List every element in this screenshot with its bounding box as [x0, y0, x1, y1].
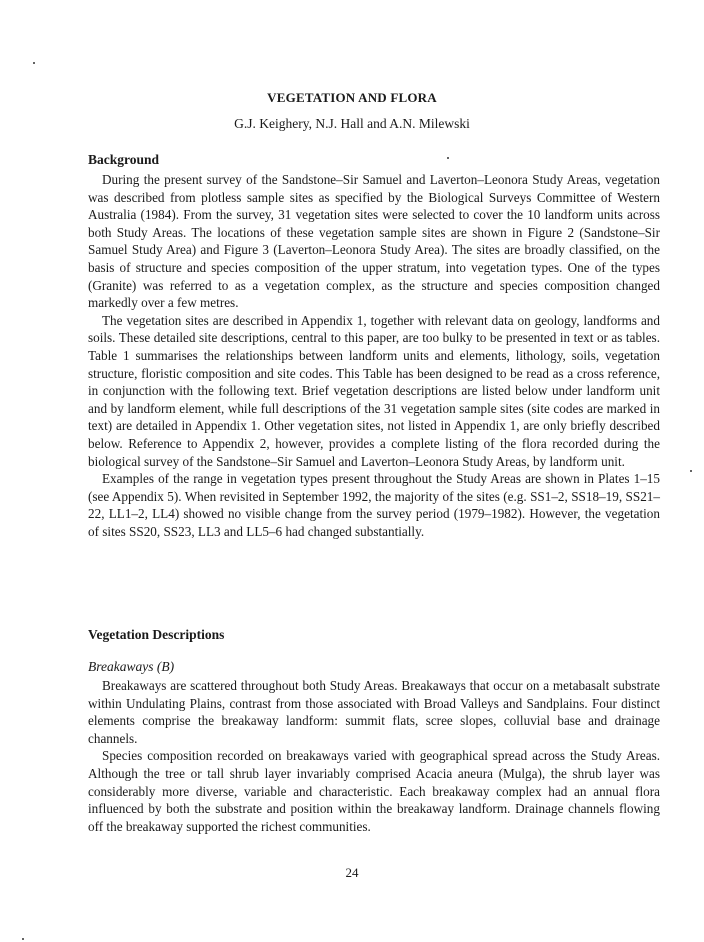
scan-speck — [22, 938, 24, 940]
page-number: 24 — [345, 865, 359, 880]
vegetation-descriptions-heading: Vegetation Descriptions — [88, 627, 225, 642]
background-paragraph-3: Examples of the range in vegetation types present throughout the Study Areas are shown in Plates 1–15 (see Appendix 5). When revisited in September 1992, the majority of the sites (e.g. SS1–2, SS18–19, SS21–22, LL1–2, LL4) showed no visible change from the survey period (1979–1982). However, the vegetation of sites SS20, SS23, LL3 and LL5–6 had changed substantially. — [88, 471, 660, 539]
scan-speck — [33, 62, 35, 64]
background-section — [88, 171, 660, 540]
scan-speck — [690, 470, 692, 472]
author-line: G.J. Keighery, N.J. Hall and A.N. Milewski — [234, 116, 470, 131]
background-heading: Background — [88, 152, 160, 167]
vegetation-section — [88, 677, 660, 835]
document-title: VEGETATION AND FLORA — [267, 90, 437, 105]
breakaways-paragraph-2: Species composition recorded on breakaways varied with geographical spread across the Study Areas. Although the tree or tall shrub layer invariably comprised Acacia aneura (Mulga), the shrub layer was considerably more diverse, variable and characteristic. Each breakaway complex had an annual flora influenced by both the substrate and position within the breakaway landform. Drainage channels flowing off the breakaway supported the richest communities. — [88, 748, 660, 834]
scan-speck — [447, 157, 449, 159]
background-paragraph-2: The vegetation sites are described in Appendix 1, together with relevant data on geology, landforms and soils. These detailed site descriptions, central to this paper, are too bulky to be presented in text or as tables. Table 1 summarises the relationships between landform units and elements, lithology, soils, vegetation structure, floristic composition and site codes. This Table has been designed to be read as a cross reference, in conjunction with the following text. Brief vegetation descriptions are listed below under landform unit and by landform element, while full descriptions of the 31 vegetation sample sites (site codes are marked in text) are detailed in Appendix 1. Other vegetation sites, not listed in Appendix 1, are only briefly described below. Reference to Appendix 2, however, provides a complete listing of the flora recorded during the biological survey of the Sandstone–Sir Samuel and Laverton–Leonora Study Areas, by landform unit. — [88, 312, 660, 469]
breakaways-subheading: Breakaways (B) — [88, 659, 175, 674]
breakaways-paragraph-1: Breakaways are scattered throughout both Study Areas. Breakaways that occur on a metabasalt substrate within Undulating Plains, contrast from those associated with Broad Valleys and Sandplains. Four distinct elements comprise the breakaway landform: summit flats, scree slopes, colluvial base and drainage channels. — [88, 678, 660, 746]
background-paragraph-1: During the present survey of the Sandstone–Sir Samuel and Laverton–Leonora Study Areas, vegetation was described from plotless sample sites as specified by the Biological Surveys Committee of Western Australia (1984). From the survey, 31 vegetation sites were selected to cover the 10 landform units across both Study Areas. The locations of these vegetation sample sites are shown in Figure 2 (Sandstone–Sir Samuel Study Area) and Figure 3 (Laverton–Leonora Study Area). The sites are broadly classified, on the basis of structure and species composition of the upper stratum, into vegetation types. One of the types (Granite) was referred to as a vegetation complex, as the structure and species composition changed markedly over a few metres. — [88, 172, 660, 311]
